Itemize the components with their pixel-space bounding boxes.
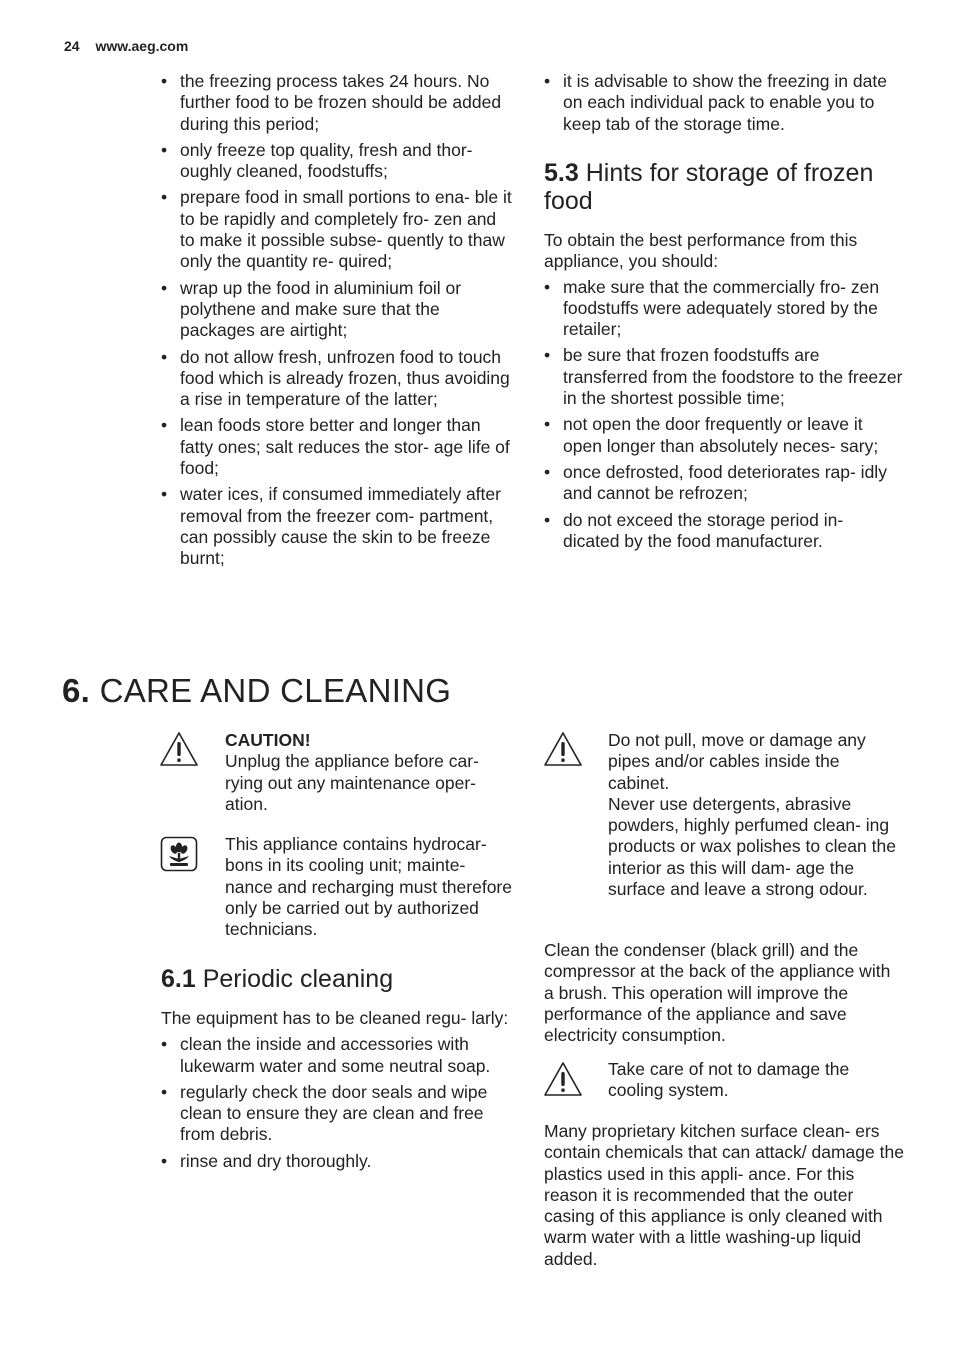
list-item: • wrap up the food in aluminium foil or polythene and make sure that the packages are airtight; xyxy=(161,278,513,342)
section-5-3 xyxy=(544,159,904,557)
section-title: Periodic cleaning xyxy=(202,965,394,993)
list-item: • prepare food in small portions to ena- ble it to be rapidly and completely fro- zen and to make it possible subse- quently to thaw only the quantity re- quired; xyxy=(161,187,513,272)
section-title: Hints for storage of frozen food xyxy=(544,159,874,215)
list-item: • be sure that frozen foodstuffs are transferred from the foodstore to the freezer in the shortest possible time; xyxy=(544,345,904,409)
list-item: • water ices, if consumed immediately after removal from the freezer com- partment, can possibly cause the skin to be freeze burnt; xyxy=(161,484,513,569)
section-intro: To obtain the best performance from this appliance, you should: xyxy=(544,230,858,272)
environment-flower-icon xyxy=(160,836,198,877)
section-heading xyxy=(161,965,513,993)
pipes-warning xyxy=(608,730,902,900)
list-item: • regularly check the door seals and wipe clean to ensure they are clean and free from debris. xyxy=(161,1082,513,1146)
caution-notice xyxy=(225,730,517,815)
hydrocarbons-note: This appliance contains hydrocar- bons in its cooling unit; mainte- nance and recharging must therefore only be carried out by authorized technicians. xyxy=(225,834,512,940)
list-item: • do not allow fresh, unfrozen food to touch food which is already frozen, thus avoiding a rise in temperature of the latter; xyxy=(161,347,513,411)
list-item: • clean the inside and accessories with lukewarm water and some neutral soap. xyxy=(161,1034,513,1077)
section-heading xyxy=(544,159,904,215)
freezing-date-bullets xyxy=(544,71,902,140)
page-number: 24 xyxy=(64,38,80,54)
list-item: • do not exceed the storage period in- dicated by the food manufacturer. xyxy=(544,510,904,553)
list-item: • only freeze top quality, fresh and thor- oughly cleaned, foodstuffs; xyxy=(161,140,513,183)
section-intro: The equipment has to be cleaned regu- larly: xyxy=(161,1008,509,1028)
list-item: • not open the door frequently or leave it open longer than absolutely neces- sary; xyxy=(544,414,904,457)
caution-title: CAUTION! xyxy=(225,730,311,750)
website-url: www.aeg.com xyxy=(95,38,189,54)
chapter-heading xyxy=(62,672,451,710)
condenser-paragraph: Clean the condenser (black grill) and the compressor at the back of the appliance with a brush. This operation will improve the performance of the appliance and save electricity consumption. xyxy=(544,940,891,1046)
freezing-bullets xyxy=(161,71,513,575)
section-6-1 xyxy=(161,965,513,1177)
caution-text: Unplug the appliance before car- rying out any maintenance oper- ation. xyxy=(225,751,479,814)
chapter-title: CARE AND CLEANING xyxy=(99,672,452,709)
list-item: • it is advisable to show the freezing in date on each individual pack to enable you to keep tab of the storage time. xyxy=(544,71,902,135)
warning-triangle-icon xyxy=(543,1061,583,1102)
list-item: • make sure that the commercially fro- zen foodstuffs were adequately stored by the retailer; xyxy=(544,277,904,341)
list-item: • rinse and dry thoroughly. xyxy=(161,1151,513,1172)
list-item: • the freezing process takes 24 hours. No further food to be frozen should be added during this period; xyxy=(161,71,513,135)
section-number: 6.1 xyxy=(161,965,196,993)
list-item: • lean foods store better and longer than fatty ones; salt reduces the stor- age life of food; xyxy=(161,415,513,479)
page-header xyxy=(64,38,188,54)
warning-triangle-icon xyxy=(159,731,199,772)
section-number: 5.3 xyxy=(544,159,579,187)
warning-triangle-icon xyxy=(543,731,583,772)
pipes-warning-text: Do not pull, move or damage any pipes and/or cables inside the cabinet. xyxy=(608,730,866,793)
list-item: • once defrosted, food deteriorates rap- idly and cannot be refrozen; xyxy=(544,462,904,505)
cleaners-paragraph: Many proprietary kitchen surface clean- ers contain chemicals that can attack/ damage the plastics used in this appli- ance. For this reason it is recommended that the outer casing of this appliance is only cleaned with warm water with a little washing-up liquid added. xyxy=(544,1121,904,1269)
cooling-warning: Take care of not to damage the cooling system. xyxy=(608,1059,850,1101)
chapter-number: 6. xyxy=(62,672,91,709)
detergents-warning-text: Never use detergents, abrasive powders, highly perfumed clean- ing products or wax polishes to clean the interior as this will dam- age the surface and leave a strong odour. xyxy=(608,793,896,900)
